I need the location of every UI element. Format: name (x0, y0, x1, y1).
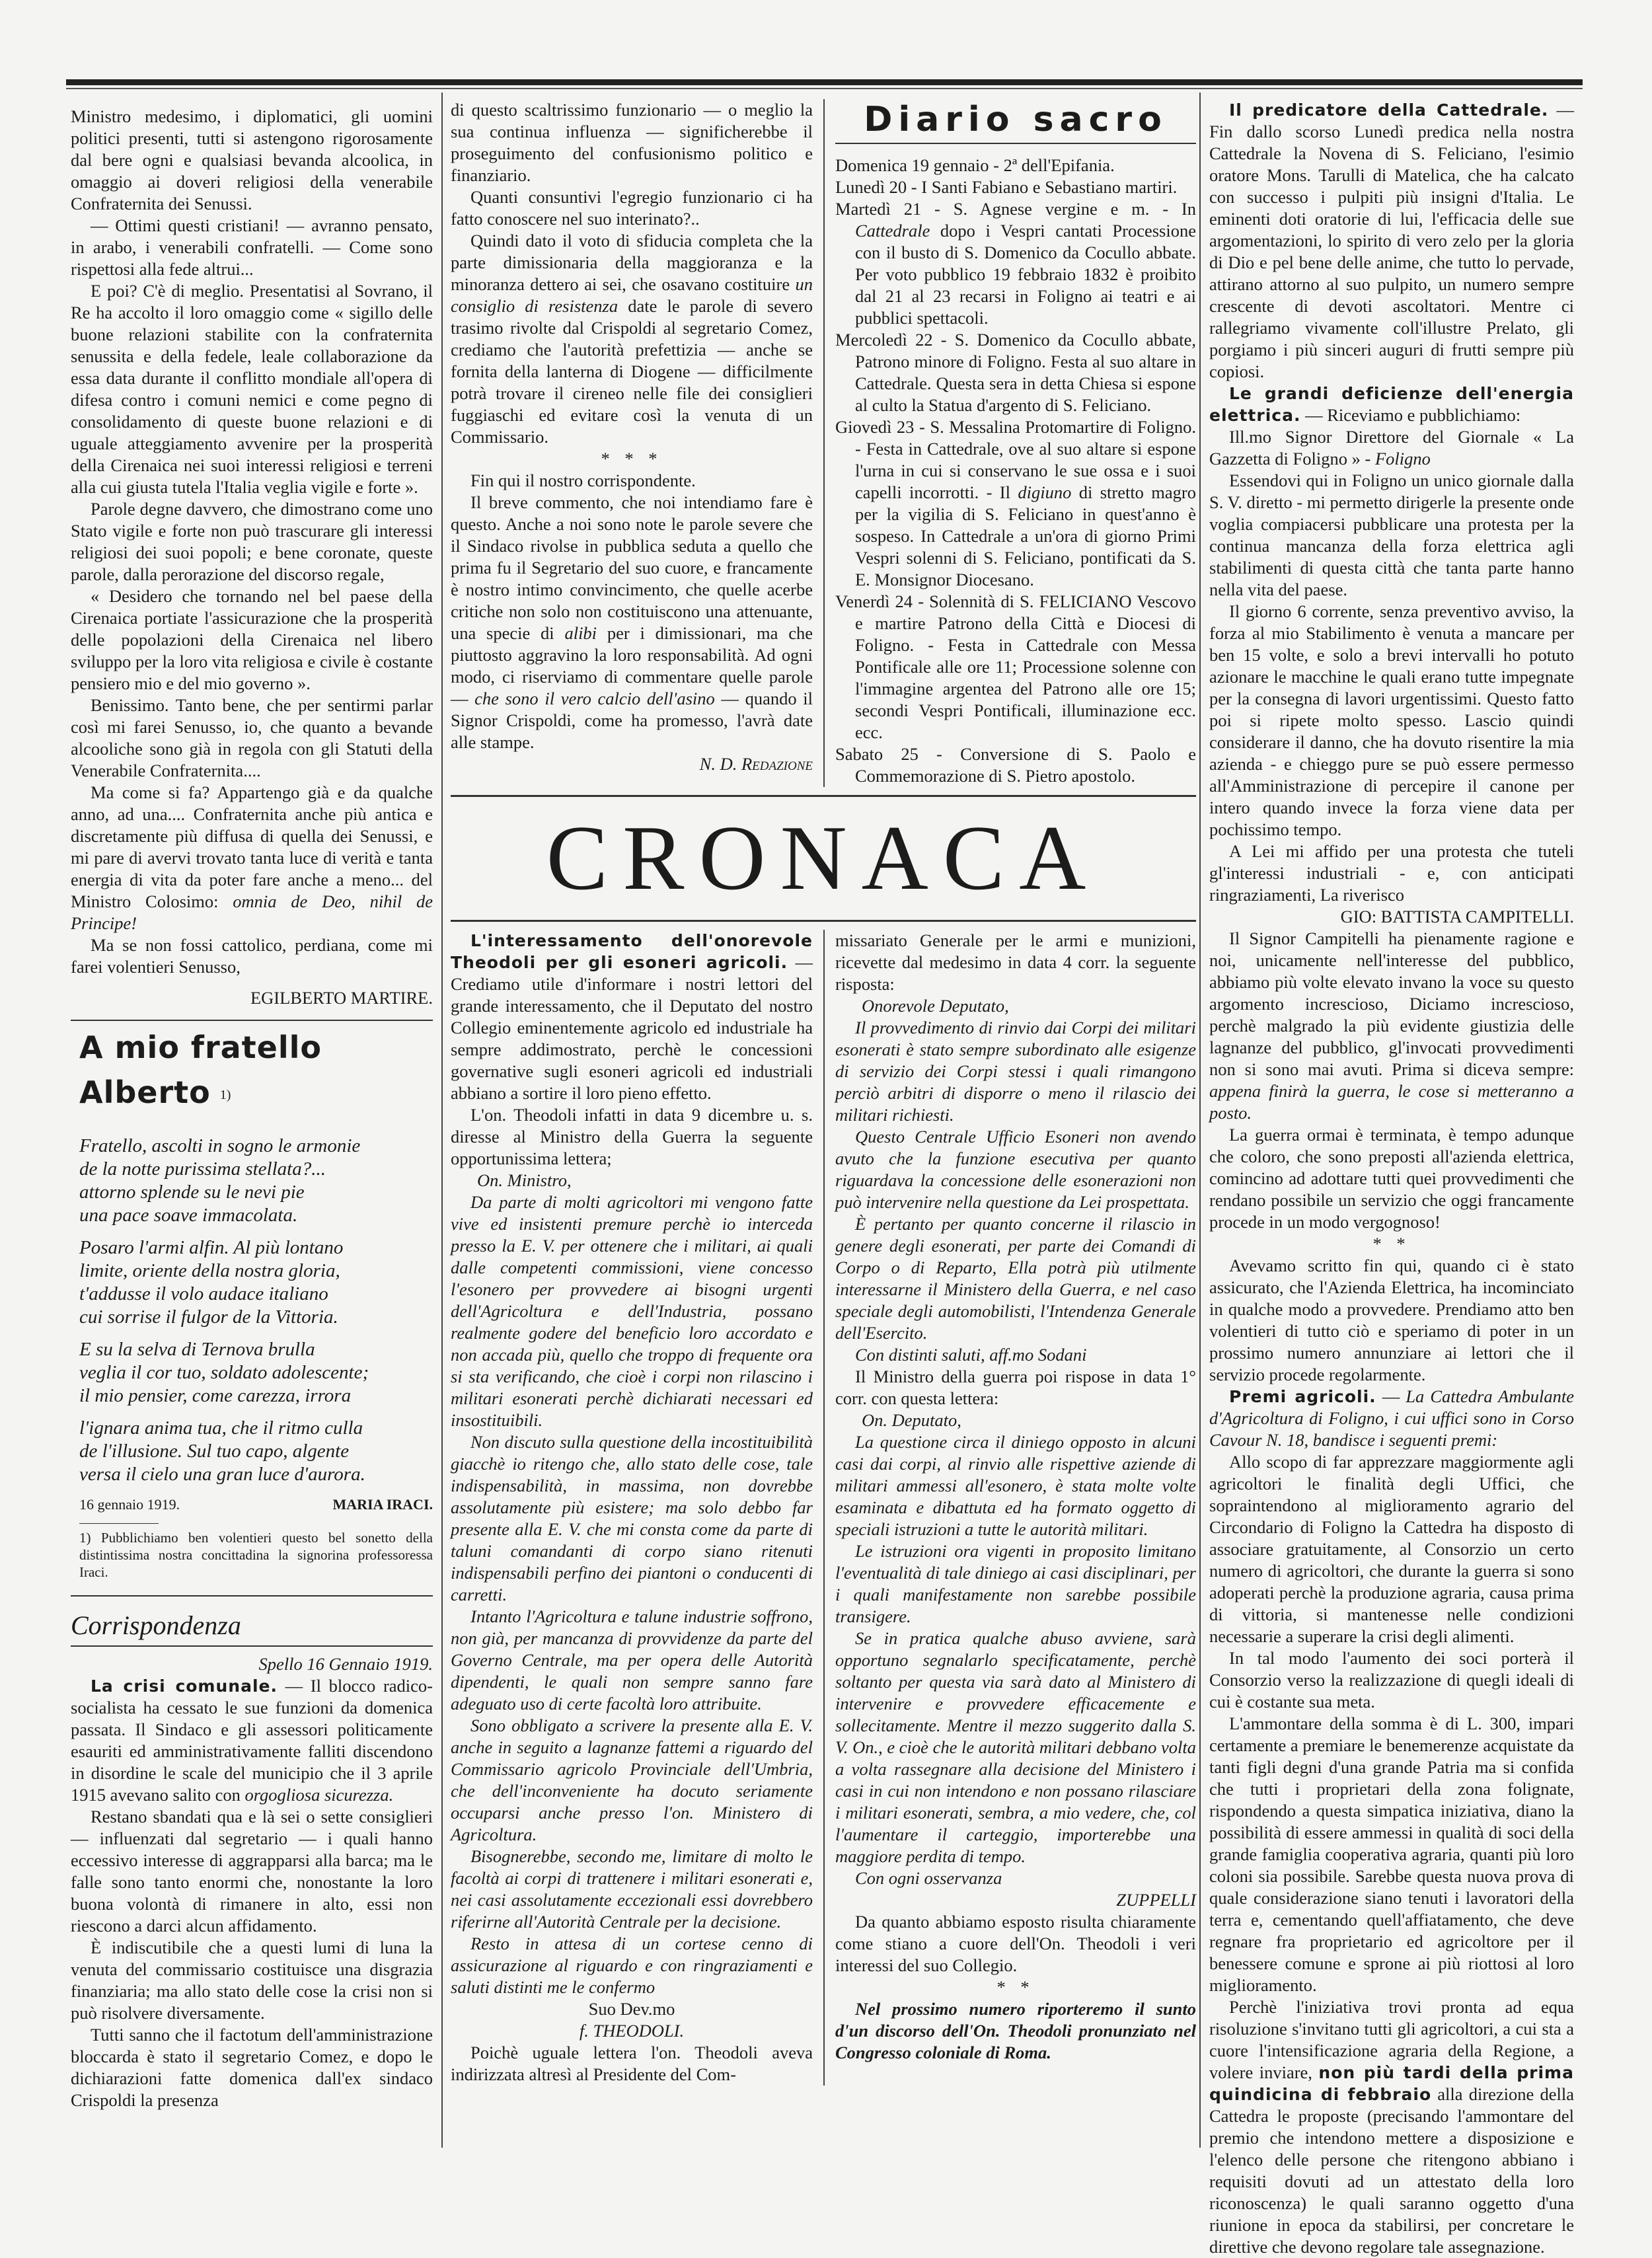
poem-body (79, 1135, 433, 1486)
paragraph-salutation (835, 1410, 1196, 1431)
text-run: Sono obbligato a scrivere la presente alla E. V. anche in seguito a lagnanze fattemi a riguardo del Commissario agricolo Provinciale dell'Umbria, che dell'inconveniente ha docuto seriamente occuparsi anche presso l'on. Ministero di Agricoltura. (451, 1715, 813, 1844)
text-run: Non discuto sulla questione della incostituibilità giacchè io ritengo che, allo stato delle cose, tale indispensabilità, in massima, non dovrebbe assolutamente più esistere; ma solo debbo far presente alla E. V. che mi consta come da parte di taluni comandanti di corpo siano ritenuti indispensabili perfino dei piantoni o conducenti di carretti. (451, 1432, 813, 1604)
paragraph (835, 155, 1196, 176)
paragraph (835, 1344, 1196, 1366)
column-divider (1199, 93, 1201, 2148)
paragraph (451, 186, 813, 230)
text-run: Perchè l'iniziativa trovi pronta ad equa risoluzione s'invitano tutti gli agricoltori, a cui sta a cuore l'intensificazione agraria della Regione, a volere inviare, (1209, 1997, 1574, 2082)
text-run: L'ammontare della somma è di L. 300, impari certamente a premiare le benemerenze acquistate da tanti figli degni d'una grande Patria ma si confida che tutti i proprietari della zona folignate, rispondendo a questa simpatica iniziativa, diano la possibilità di essere ammessi in qualità di soci della grande famiglia cooperativa agraria, quanti più loro coloni sia possibile. Sarebbe questa nuova prova di quale considerazione siano tenuti i lavoratori della terra e, cementando quell'affiatamento, che deve regnare fra proprietario ed agricoltore per il benessere comune e sprone ai più riottosi al loro miglioramento. (1209, 1713, 1574, 1995)
paragraph (835, 329, 1196, 416)
column-four-news (1209, 99, 1574, 2258)
paragraph (1209, 1996, 1574, 2258)
text-run: missariato Generale per le armi e munizioni, ricevette dal medesimo in data 4 corr. la seguente risposta: (835, 930, 1196, 994)
poem-line: attorno splende su le nevi pie (79, 1182, 305, 1203)
text-run: È pertanto per quanto concerne il rilascio in genere degli esonerati, per parte dei Comandi di Corpo o di Reparto, Ella potrà più utilmente interessarne il Ministero della Guerra, e nel caso speciale degli automobilisti, l'Intendenza Generale dell'Esercito. (835, 1214, 1196, 1343)
text-run: omnia de Deo, nihil de Principe! (71, 891, 433, 933)
divider (71, 1645, 433, 1647)
text-run: Tutti sanno che il factotum dell'amministrazione bloccarda è stato il segretario Comez, e dopo le dichiarazioni fatte domenica dall'ex sindaco Crispoldi la presenza (71, 2025, 433, 2110)
poem-date: 16 gennaio 1919. (79, 1496, 180, 1513)
paragraph (1209, 928, 1574, 1124)
paragraph (835, 1213, 1196, 1344)
article-signature (71, 987, 433, 1009)
paragraph-heading: Il predicatore della Cattedrale. (1229, 100, 1549, 120)
paragraph (1209, 99, 1574, 383)
paragraph (71, 498, 433, 585)
paragraph (1209, 601, 1574, 841)
text-run: — (1376, 1386, 1406, 1406)
paragraph (451, 470, 813, 492)
text-run: * * * (601, 449, 663, 469)
paragraph (451, 1104, 813, 1170)
paragraph-heading: Premi agricoli. (1229, 1387, 1376, 1406)
paragraph (451, 2042, 813, 2086)
text-run: un consiglio di resistenza (451, 274, 813, 316)
text-run: per i dimissionari, ma che piuttosto aggravino la loro responsabilità. Ad ogni modo, ci riserviamo di commentare quelle parole — (451, 623, 813, 708)
text-run: Il giorno 6 corrente, senza preventivo avviso, la forza al mio Stabilimento è venuta a mancare per ben 15 volte, e solo a brevi intervalli ho potuto azionare le macchine le quali erano tutte impegnate per la consegna di lavori urgentissimi. Questo fatto poi si ripete molto spesso. Lascio quindi considerare il danno, che ha dovuto risentire la mia azienda - e chieggo pure se può essere permesso all'Amministrazione di percepire il canone per intero quando invece la forza viene data per pochissimo tempo. (1209, 601, 1574, 839)
text-run: — Il blocco radico-socialista ha cessato le sue funzioni da domenica passata. Il Sindaco e gli assessori politicamente esauriti ed amministrativamente falliti discendono in disordine le scale del municipio che il 3 aprile 1915 avevano salito con (71, 1676, 433, 1805)
poem-line: t'addusse il volo audace italiano (79, 1283, 328, 1304)
paragraph-first (835, 930, 1196, 995)
paragraph (1209, 1451, 1574, 1647)
cronaca-theodoli-continued (835, 930, 1196, 2086)
paragraph (835, 1867, 1196, 1889)
poem-line: versa il cielo una gran luce d'aurora. (79, 1464, 365, 1485)
cronaca-header (451, 795, 1196, 922)
text-run: Quindi dato il voto di sfiducia completa che la parte dimissionaria della maggioranza e la minoranza dettero ai sei, che osavano costituire (451, 231, 813, 294)
poem-title: A mio fratello Alberto (79, 1030, 322, 1110)
text-run: alibi (564, 623, 597, 643)
text-run: Fin qui il nostro corrispondente. (470, 470, 696, 490)
poem-stanza (79, 1338, 433, 1408)
text-run: Lunedì 20 - I Santi Fabiano e Sebastiano martiri. (835, 177, 1178, 197)
dateline: Spello 16 Gennaio 1919. (258, 1654, 433, 1674)
text-run: orgogliosa sicurezza. (244, 1785, 394, 1805)
column-divider (441, 93, 443, 2148)
paragraph (451, 492, 813, 753)
paragraph (71, 280, 433, 498)
paragraph (1209, 1647, 1574, 1713)
cronaca-theodoli (451, 930, 813, 2086)
paragraph (1209, 1713, 1574, 1996)
poem-footnote: 1) Pubblichiamo ben volentieri questo bel sonetto della distintissima nostra concittadina la signorina professoressa Iraci. (79, 1530, 433, 1580)
text-run: Domenica 19 gennaio - 2ª dell'Epifania. (835, 155, 1115, 175)
paragraph-signature (835, 1889, 1196, 1911)
article-senussi (71, 106, 433, 978)
paragraph (451, 1715, 813, 1846)
poem-line: veglia il cor tuo, soldato adolescente; (79, 1362, 369, 1383)
poem-line: de l'illusione. Sul tuo capo, algente (79, 1441, 350, 1462)
text-run: Giovedì 23 - S. Messalina Protomartire di Foligno. - Festa in Cattedrale, ove al suo altare si espone l'urna in cui si conservano le sue ossa e i suoi capelli incorrotti. - Il (835, 417, 1196, 502)
text-run: ZUPPELLI (1116, 1890, 1196, 1910)
text-run: « Desidero che tornando nel bel paese della Cirenaica portiate l'assicurazione che la prosperità delle popolazioni della Cirenaica nel libero sviluppo per la loro vita religiosa e civile è costante pensiero mio e del mio governo ». (71, 586, 433, 693)
masthead-rule (66, 79, 1583, 85)
text-run: Intanto l'Agricoltura e talune industrie soffrono, non già, per mancanza di provvidenze da parte del Governo Centrale, ma per opera delle Autorità dipendenti, le quali non sempre sanno fare adeguato uso di certe facoltà loro attribuite. (451, 1606, 813, 1713)
text-run: alla direzione della Cattedra le proposte (precisando l'ammontare del premio che intendono mettere a disposizione e l'elenco delle persone che ritengono abbiano i requisiti dovuti ad un attestato della loro riconoscenza) le quali saranno oggetto d'una riunione in epoca da stabilirsi, per concretare le direttive che devono regolare tale assegnazione. (1209, 2084, 1574, 2257)
paragraph (835, 1540, 1196, 1628)
middle-columns (451, 99, 1196, 2086)
paragraph (835, 416, 1196, 591)
text-run: Bisognerebbe, secondo me, limitare di molto le facoltà ai corpi di trattenere i militari esonerati e, nei casi assolutamente eccezionali essi dovrebbero riferirne all'Autorità Centrale per la decisione. (451, 1846, 813, 1932)
section-title-diario-sacro: Diario sacro (864, 100, 1168, 139)
paragraph (835, 1017, 1196, 1126)
text-run: On. Ministro, (477, 1170, 572, 1190)
masthead-rule-thin (66, 88, 1583, 89)
paragraph-heading: Le grandi deficienze dell'energia elettrica. (1209, 384, 1574, 425)
paragraph (835, 176, 1196, 198)
paragraph (1209, 1386, 1574, 1451)
paragraph-heading: L'interessamento dell'onorevole Theodoli per gli esoneri agricoli. (451, 931, 813, 972)
text-run: Venerdì 24 - Solennità di S. FELICIANO Vescovo e martire Patrono della Città e Diocesi di Foligno. - Festa in Cattedrale con Messa Pontificale alle ore 11; Processione solenne con l'immagine argentea del Patrono alle ore 15; secondi Vespri Pontificali, illuminazione ecc. ecc. (835, 591, 1196, 742)
paragraph-closing (451, 2020, 813, 2042)
paragraph (835, 591, 1196, 743)
divider (835, 143, 1196, 144)
article-spello-continued (451, 99, 813, 787)
paragraph (451, 1846, 813, 1933)
text-run: La questione circa il diniego opposto in alcuni casi dai corpi, al rinvio alle rispettive aziende di militari ammessi all'esonero, è stata molte volte esaminata e dibattuta ed ha formato oggetto di speciali istruzioni a tutte le autorità militari. (835, 1432, 1196, 1539)
text-run: che sono il vero calcio dell'asino (474, 689, 715, 708)
paragraph (835, 1998, 1196, 2064)
text-run: di stretto magro per la vigilia di S. Feliciano in quest'anno è sospeso. In Cattedrale a un'ora di giorno Primi Vespri solenni di S. Feliciano, pontificati da S. E. Monsignor Diocesano. (855, 482, 1196, 589)
text-run: On. Deputato, (862, 1410, 961, 1430)
paragraph (835, 1431, 1196, 1540)
diario-entries (835, 155, 1196, 787)
text-run: Ma come si fa? Appartengo già e da qualche anno, ad una.... Confraternita anche più antica e discretamente più diffusa di quella dei Senussi, e mi pare di avervi trovato tanta luce di verità e tanta energia di vita da poter fare anche a meno... del Ministro Colosimo: (71, 782, 433, 911)
text-run: Il breve commento, che noi intendiamo fare è questo. Anche a noi sono note le parole severe che il Sindaco rivolse in pubblica seduta a quello che prima fu il Segretario del suo cuore, e francamente è nostro intimo convincimento, che quelle acerbe critiche non solo non costituiscono una attenuante, una specie di (451, 492, 813, 643)
paragraph-separator (835, 1976, 1196, 1998)
text-run: f. THEODOLI. (579, 2021, 685, 2041)
poem-line: limite, oriente della nostra gloria, (79, 1260, 340, 1281)
text-run: Da parte di molti agricoltori mi vengono fatte vive ed insistenti premure perchè io interceda presso la E. V. per ottenere che i militari, ai quali dalle competenti commissioni, viene concesso l'esonero per provvedere ai bisogni urgenti dell'Agricoltura e dell'Industria, possano realmente godere del beneficio loro accordato e non accada più, quello che troppo di frequente ora si sta verificando, che cioè i corpi non rilascino i militari esonerati perchè dichiarati necessari ed insostituibili. (451, 1192, 813, 1430)
poem-author: MARIA IRACI. (332, 1496, 433, 1513)
paragraph (71, 2024, 433, 2111)
text-run: — Riceviamo e pubblichiamo: (1300, 405, 1521, 425)
poem-stanza (79, 1135, 433, 1227)
text-run: L'on. Theodoli infatti in data 9 dicembre u. s. diresse al Ministro della Guerra la seguente opportunissima lettera; (451, 1105, 813, 1168)
paragraph (451, 930, 813, 1104)
text-run: * * (1372, 1234, 1411, 1254)
text-run: In tal modo l'aumento dei soci porterà il Consorzio verso la realizzazione di quegli ideali di cui è costante sua meta. (1209, 1648, 1574, 1712)
text-run: È indiscutibile che a questi lumi di luna la venuta del commissario costituisce una disgrazia finanziaria; ma allo stato delle cose la crisi non si può risolvere diversamente. (71, 1938, 433, 2023)
paragraph-first (451, 99, 813, 186)
paragraph (1209, 470, 1574, 601)
text-run: — quando il Signor Crispoldi, come ha promesso, l'avrà date alle stampe. (451, 689, 813, 752)
paragraph (451, 1431, 813, 1606)
footnote-mark: 1) (219, 1087, 231, 1102)
text-run: Ill.mo Signor Direttore del Giornale « La Gazzetta di Foligno » - (1209, 427, 1574, 469)
text-run: Con ogni osservanza (855, 1868, 1002, 1888)
paragraph (835, 1126, 1196, 1213)
text-run: Nel prossimo numero riporteremo il sunto d'un discorso dell'On. Theodoli pronunziato nel Congresso coloniale di Roma. (835, 1999, 1196, 2062)
text-run: Il provvedimento di rinvio dai Corpi dei militari esonerati è stato sempre subordinato alle esigenze di servizio dei Corpi stessi i quali rimangono perciò arbitri di disporre o meno il rilascio dei militari richiesti. (835, 1018, 1196, 1125)
paragraph (835, 743, 1196, 787)
poem-line: Fratello, ascolti in sogno le armonie (79, 1135, 361, 1156)
text-run: N. D. Redazione (699, 754, 813, 774)
section-title-corrispondenza: Corrispondenza (71, 1610, 241, 1640)
paragraph-salutation (451, 1170, 813, 1191)
text-run: GIO: BATTISTA CAMPITELLI. (1340, 907, 1574, 926)
text-run: E poi? C'è di meglio. Presentatisi al Sovrano, il Re ha accolto il loro omaggio come « sigillo delle buone relazioni stabilite con la confraternita senussita e della fedele, leale collaborazione da essa data durante il conflitto mondiale all'opera di difesa contro i comuni nemici e come pegno di consolidamento di queste buone relazioni e di uguale atteggiamento avvenire per la prosperità della Cirenaica nei suoi interessi religiosi e terreni alla cui giusta tutela l'Italia veglia vigile e forte ». (71, 281, 433, 497)
text-run: Restano sbandati qua e là sei o sette consiglieri — influenzati dal segretario — i quali hanno eccessivo interesse di aggrapparsi alla barca; ma le falle sono tanto enormi che, nonostante la loro buona volontà di rimanere in alto, essi non riescono a darci alcun affidamento. (71, 1807, 433, 1936)
poem-stanza (79, 1417, 433, 1486)
poem-line: de la notte purissima stellata?... (79, 1158, 326, 1180)
text-run: digiuno (1018, 482, 1072, 502)
text-run: Onorevole Deputato, (862, 996, 1009, 1016)
text-run: Ma se non fossi cattolico, perdiana, come mi farei volentieri Senusso, (71, 935, 433, 977)
paragraph-signature (1209, 906, 1574, 928)
poem (71, 1029, 433, 1581)
text-run: Ministro medesimo, i diplomatici, gli uomini politici presenti, tutti si astengono rigorosamente dal bere ogni e qualsiasi bevanda alcoolica, in omaggio ai doveri religiosi della venerabile Confraternita dei Senussi. (71, 106, 433, 213)
paragraph (835, 198, 1196, 329)
paragraph (1209, 426, 1574, 470)
section-title-cronaca: CRONACA (546, 807, 1101, 909)
paragraph-heading: La crisi comunale. (91, 1676, 278, 1696)
paragraph (71, 1937, 433, 2024)
text-run: di questo scaltrissimo funzionario — o meglio la sua continua influenza — significherebbe il proseguimento del confusionismo politico e finanziario. (451, 100, 813, 185)
paragraph-separator (1209, 1233, 1574, 1255)
poem-stanza (79, 1236, 433, 1329)
text-run: Martedì 21 - S. Agnese vergine e m. - In (835, 199, 1196, 219)
text-run: Allo scopo di far apprezzare maggiormente agli agricoltori le finalità degli Uffici, che sopraintendono al miglioramento agrario del Circondario di Foligno la Cattedra ha disposto di associare gratuitamente, al Consorzio un certo numero di agricoltori, che durante la guerra si sono adoperati perchè la produzione agraria, causa prima di vittoria, si mantenesse nelle condizioni necessarie a superare la crisi degli alimenti. (1209, 1452, 1574, 1646)
divider (71, 1595, 433, 1597)
paragraph (835, 1628, 1196, 1867)
text-run: appena finirà la guerra, le cose si metteranno a posto. (1209, 1081, 1574, 1123)
poem-line: l'ignara anima tua, che il ritmo culla (79, 1417, 363, 1439)
paragraph (1209, 383, 1574, 426)
paragraph-separator (451, 448, 813, 470)
text-run: Sabato 25 - Conversione di S. Paolo e Commemorazione di S. Pietro apostolo. (835, 744, 1196, 786)
poem-line: Posaro l'armi alfin. Al più lontano (79, 1237, 344, 1258)
text-run: Foligno (1374, 449, 1431, 469)
paragraph (71, 215, 433, 280)
paragraph-heading: non più tardi della prima quindicina di febbraio (1209, 2063, 1574, 2104)
footnote-rule (79, 1523, 159, 1524)
diario-sacro (835, 99, 1196, 787)
text-run: Avevamo scritto fin qui, quando ci è stato assicurato, che l'Azienda Elettrica, ha incominciato in qualche modo a provvedere. Prendiamo atto ben volentieri di tutto ciò e speriamo di poter in un prossimo numero annunziare ai lettori che il servizio procede regolarmente. (1209, 1256, 1574, 1384)
text-run: * * (996, 1977, 1035, 1997)
text-run: Il Signor Campitelli ha pienamente ragione e noi, unicamente nell'interesse del pubblico, abbiamo più volte elevato invano la voce su questo argomento increscioso, Diciamo increscioso, perchè malgrado la più evidente giustizia delle lagnanze del pubblico, gl'invocati provvedimenti non si sono mai avuti. Prima si diceva sempre: (1209, 928, 1574, 1079)
text-run: Mercoledì 22 - S. Domenico da Cocullo abbate, Patrono minore di Foligno. Festa al suo altare in Cattedrale. Questa sera in detta Chiesa si espone al culto la Statua d'argento di S. Feliciano. (835, 330, 1196, 415)
corrispondenza-body (71, 1675, 433, 2111)
poem-line: una pace soave immacolata. (79, 1205, 298, 1226)
text-run: Il Ministro della guerra poi rispose in data 1° corr. con questa lettera: (835, 1367, 1196, 1408)
text-run: Se in pratica qualche abuso avviene, sarà opportuno segnalarlo specificatamente, perchè soltanto per questa via sarà dato al Ministero di intervenire e provvedere efficacemente e sollecitamente. Mentre il mezzo suggerito dalla S. V. On., e cioè che le autorità militari debbano volta a volta rassegnare alla decisione del Ministero i casi in cui non intendono e non possano rilasciare i militari esonerati, sembra, a mio vedere, che, col l'aumentare il carteggio, importerebbe una maggiore perdita di tempo. (835, 1628, 1196, 1866)
text-run: La Cattedra Ambulante d'Agricoltura di Foligno, i cui uffici sono in Corso Cavour N. 18, bandisce i seguenti premi: (1209, 1386, 1574, 1450)
paragraph (451, 230, 813, 448)
text-run: Parole degne davvero, che dimostrano come uno Stato vigile e forte non può trascurare gli interessi religiosi dei suoi popoli; e bene coronate, queste parole, dalla perorazione del discorso regale, (71, 499, 433, 584)
paragraph (451, 1933, 813, 1998)
paragraph (71, 1806, 433, 1937)
paragraph-salutation (835, 995, 1196, 1017)
signature-martire: EGILBERTO MARTIRE. (250, 988, 433, 1008)
paragraph (835, 1366, 1196, 1410)
paragraph (71, 934, 433, 978)
paragraph (835, 1911, 1196, 1976)
text-run: A Lei mi affido per una protesta che tuteli gl'interessi industriali - e, con anticipati ringraziamenti, La riverisco (1209, 841, 1574, 905)
text-run: Questo Centrale Ufficio Esoneri non avendo avuto che la funzione esecutiva per quanto riguardava la concessione delle esonerazioni non può intervenire nella questione da Lei prospettata. (835, 1127, 1196, 1212)
text-run: — Crediamo utile d'informare i nostri lettori del grande interessamento, che il Deputato del nostro Collegio eminentemente agricolo ed industriale ha sempre addimostrato, perchè le concessioni governative sugli esoneri agricoli ed industriali abbiano a sortire il loro pieno effetto. (451, 952, 813, 1103)
poem-line: E su la selva di Ternova brulla (79, 1339, 315, 1360)
paragraph-closing (451, 1998, 813, 2020)
text-run: Essendovi qui in Foligno un unico giornale dalla S. V. diretto - mi permetto dirigerle la presente onde voglia compiacersi pubblicare una protesta per la continua mancanza della forza elettrica agli stabilimenti di questa città che tanta parte hanno nella vita del paese. (1209, 470, 1574, 599)
column-one (71, 99, 433, 2111)
paragraph (451, 1606, 813, 1715)
text-run: dopo i Vespri cantati Processione con il busto di S. Domenico da Cocullo abbate. Per voto pubblico 19 febbraio 1832 è proibito dal 21 al 23 recarsi in Foligno ai teatri e ai pubblici spettacoli. (855, 221, 1196, 328)
paragraph (451, 1191, 813, 1431)
text-run: Poichè uguale lettera l'on. Theodoli aveva indirizzata altresì al Presidente del Com- (451, 2043, 813, 2084)
divider (71, 1020, 433, 1021)
text-run: Benissimo. Tanto bene, che per sentirmi parlar così mi farei Senusso, io, che quanto a bevande alcooliche sono già in regola con gli Statuti della Venerabile Confraternita.... (71, 695, 433, 780)
paragraph (1209, 841, 1574, 906)
text-run: Da quanto abbiamo esposto risulta chiaramente come stiano a cuore dell'On. Theodoli i veri interessi del suo Collegio. (835, 1912, 1196, 1975)
text-run: — Ottimi questi cristiani! — avranno pensato, in arabo, i venerabili confratelli. — Come sono rispettosi alla fede altrui... (71, 215, 433, 279)
paragraph-first (71, 106, 433, 215)
text-run: Suo Dev.mo (588, 1999, 675, 2019)
paragraph (1209, 1255, 1574, 1386)
paragraph (71, 782, 433, 934)
paragraph (71, 695, 433, 782)
text-run: Quanti consuntivi l'egregio funzionario ci ha fatto conoscere nel suo interinato?.. (451, 187, 813, 229)
paragraph-signature (451, 753, 813, 775)
text-run: Cattedrale (855, 221, 930, 241)
paragraph (1209, 1124, 1574, 1233)
text-run: Resto in attesa di un cortese cenno di assicurazione al riguardo e con ringraziamenti e saluti distinti me le confermo (451, 1934, 813, 1997)
poem-line: cui sorrise il fulgor de la Vittoria. (79, 1306, 338, 1328)
paragraph (71, 1675, 433, 1806)
text-run: Le istruzioni ora vigenti in proposito limitano l'eventualità di tale diniego ai casi disciplinari, per i quali manifestamente non sarebbe possibile transigere. (835, 1541, 1196, 1626)
corrispondenza (71, 1610, 433, 2111)
text-run: Con distinti saluti, aff.mo Sodani (855, 1345, 1087, 1365)
paragraph (71, 585, 433, 695)
text-run: — Fin dallo scorso Lunedì predica nella nostra Cattedrale la Novena di S. Feliciano, l'esimio oratore Mons. Tarulli di Matelica, che ha calcato con successo i pulpiti più insigni d'Italia. Le eminenti doti oratorie di lui, l'efficacia delle sue argomentazioni, lo spirito di vero zelo per la gloria di Dio e pel bene delle anime, che tutto lo pervade, attirano attorno al suo pulpito, un numero sempre crescente di devoti ascoltatori. Mentre ci rallegriamo vivamente coll'illustre Prelato, gli porgiamo i più sinceri auguri di frutti sempre più copiosi. (1209, 100, 1575, 381)
text-run: La guerra ormai è terminata, è tempo adunque che coloro, che sono preposti all'azienda elettrica, comincino ad adottare tutti quei provvedimenti che rendano possibile un servizio che oggi francamente procede in un modo vergognoso! (1209, 1125, 1574, 1232)
text-run: date le parole di severo trasimo rivolte dal Crispoldi al segretario Comez, crediamo che l'autorità prefettizia — anche se fornita della lanterna di Diogene — difficilmente potrà trovare il cireneo nelle file dei consiglieri fuggiaschi ed evitare così la venuta di un Commissario. (451, 296, 813, 447)
poem-line: il mio pensier, come carezza, irrora (79, 1385, 352, 1406)
